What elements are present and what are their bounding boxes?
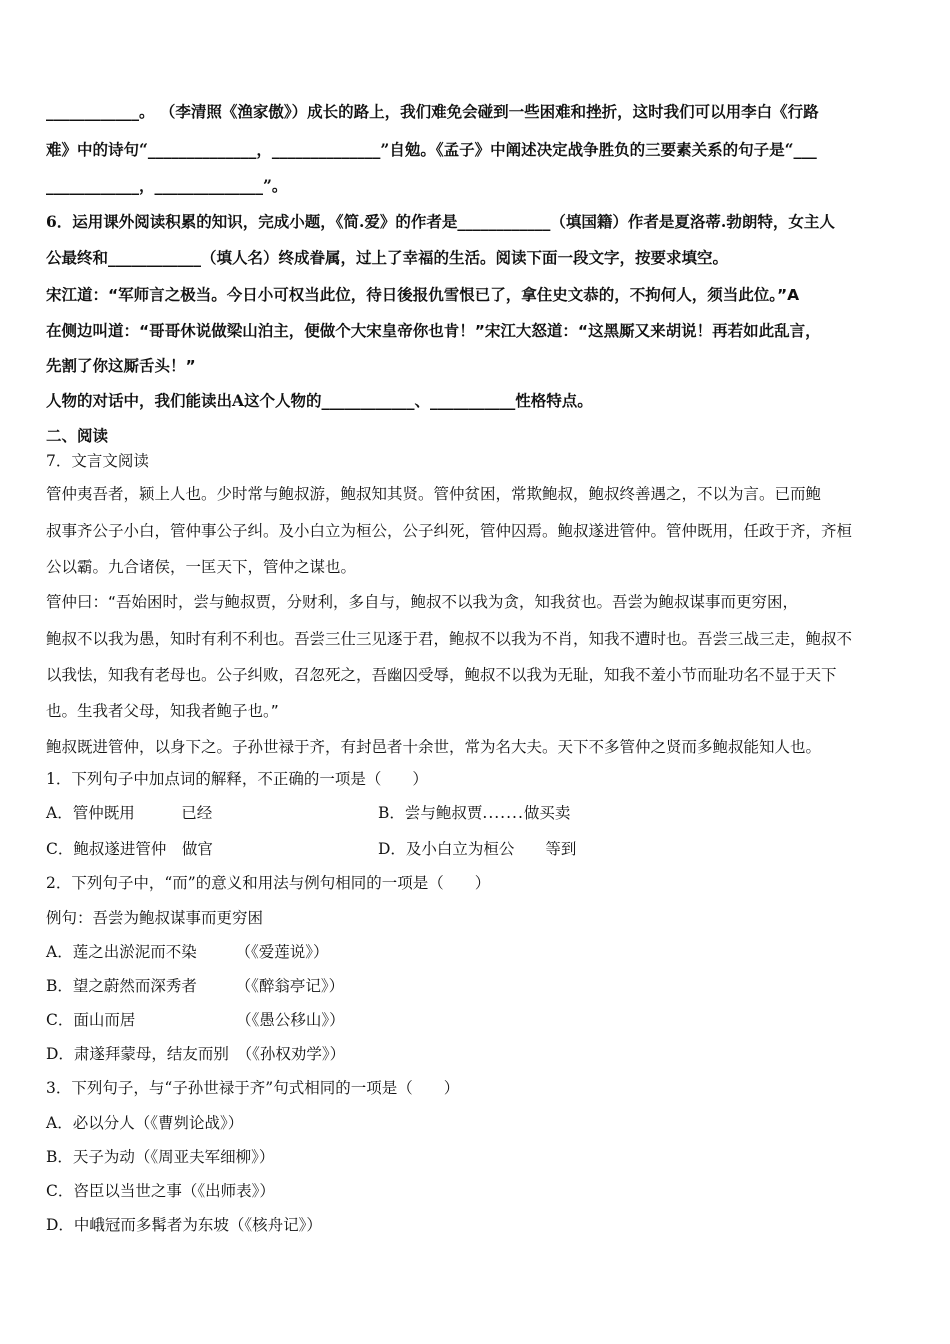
q3-option-b[interactable]: B．天子为动（《周亚夫军细柳》） (46, 1148, 275, 1166)
q1-option-a[interactable]: A．管仲既用 已经 (46, 804, 213, 822)
q3-stem: 3．下列句子，与“子孙世禄于齐”句式相同的一项是（ ） (46, 1079, 460, 1097)
q1-option-c[interactable]: C．鲍叔遂进管仲 做官 (46, 840, 213, 858)
fill-line-2: 难》中的诗句“______________，______________”自勉。《孟子》中阐述决定战争胜负的三要素关系的句子是“___ (46, 140, 817, 159)
q3-option-a[interactable]: A．必以分人（《曹刿论战》） (46, 1114, 244, 1132)
q6-quote-line-1: 宋江道：“军师言之极当。今日小可权当此位，待日後报仇雪恨已了，拿住史文恭的，不拘何人，须当此位。”A (46, 286, 800, 304)
passage-p2-line: 鲍叔不以我为愚，知时有利不利也。吾尝三仕三见逐于君，鲍叔不以我为不肖，知我不遭时也。吾尝三战三走，鲍叔不 (46, 630, 853, 648)
q1-stem: 1．下列句子中加点词的解释，不正确的一项是（ ） (46, 770, 428, 788)
passage-p2-line: 也。生我者父母，知我者鲍子也。” (46, 702, 279, 720)
q1-option-b[interactable] (378, 803, 570, 823)
passage-p1-line: 叔事齐公子小白，管仲事公子纠。及小白立为桓公，公子纠死，管仲囚焉。鲍叔遂进管仲。管仲既用，任政于齐，齐桓 (46, 522, 853, 540)
passage-p1-line: 公以霸。九合诸侯，一匡天下，管仲之谋也。 (46, 558, 357, 576)
emphasis-dots: ....... (482, 804, 524, 822)
q6-line-1: 6．运用课外阅读积累的知识，完成小题，《简.爱》的作者是____________（填国籍）作者是夏洛蒂.勃朗特，女主人 (46, 212, 835, 231)
passage-p2-line: 以我怯，知我有老母也。公子纠败，召忽死之，吾幽囚受辱，鲍叔不以我为无耻，知我不羞小节而耻功名不显于天下 (46, 666, 837, 684)
passage-p2-line: 管仲曰：“吾始困时，尝与鲍叔贾，分财利，多自与，鲍叔不以我为贪，知我贫也。吾尝为鲍叔谋事而更穷困， (46, 593, 799, 611)
passage-p3-line: 鲍叔既进管仲，以身下之。子孙世禄于齐，有封邑者十余世，常为名大夫。天下不多管仲之贤而多鲍叔能知人也。 (46, 738, 822, 756)
fill-line-1: ____________。 （李清照《渔家傲》）成长的路上，我们难免会碰到一些困难和挫折，这时我们可以用李白《行路 (46, 102, 819, 121)
q2-option-c[interactable]: C．面山而居 （《愚公移山》） (46, 1011, 345, 1029)
q6-quote-line-3: 先割了你这厮舌头！” (46, 357, 196, 375)
q2-option-b[interactable]: B．望之蔚然而深秀者 （《醉翁亭记》） (46, 977, 345, 995)
q3-option-c[interactable]: C．咨臣以当世之事（《出师表》） (46, 1182, 275, 1200)
q1-option-b-gloss: 做买卖 (523, 804, 571, 822)
q6-line-2: 公最终和____________（填人名）终成眷属，过上了幸福的生活。阅读下面一段文字，按要求填空。 (46, 248, 729, 267)
q2-option-d[interactable]: D．肃遂拜蒙母，结友而别 （《孙权劝学》） (46, 1045, 346, 1063)
q6-quote-line-2: 在侧边叫道：“哥哥休说做梁山泊主，便做个大宋皇帝你也肯！”宋江大怒道：“这黑厮又来胡说！再若如此乱言， (46, 322, 821, 340)
q2-stem: 2．下列句子中，“而”的意义和用法与例句相同的一项是（ ） (46, 874, 491, 892)
q3-option-d[interactable]: D．中峨冠而多髯者为东坡（《核舟记》） (46, 1216, 322, 1234)
q1-option-d[interactable]: D．及小白立为桓公 等到 (378, 840, 577, 858)
q7-title: 7．文言文阅读 (46, 452, 149, 470)
q2-option-a[interactable]: A．莲之出淤泥而不染 （《爱莲说》） (46, 943, 329, 961)
fill-line-3: ____________，______________”。 (46, 176, 288, 195)
q2-example: 例句：吾尝为鲍叔谋事而更穷困 (46, 909, 264, 927)
passage-p1-line: 管仲夷吾者，颍上人也。少时常与鲍叔游，鲍叔知其贤。管仲贫困，常欺鲍叔，鲍叔终善遇之，不以为言。已而鲍 (46, 485, 822, 503)
section-heading: 二、阅读 (46, 426, 109, 445)
q1-option-b-text: B．尝与鲍叔贾 (378, 804, 483, 822)
q6-question: 人物的对话中，我们能读出A这个人物的____________、___________性格特点。 (46, 391, 593, 410)
